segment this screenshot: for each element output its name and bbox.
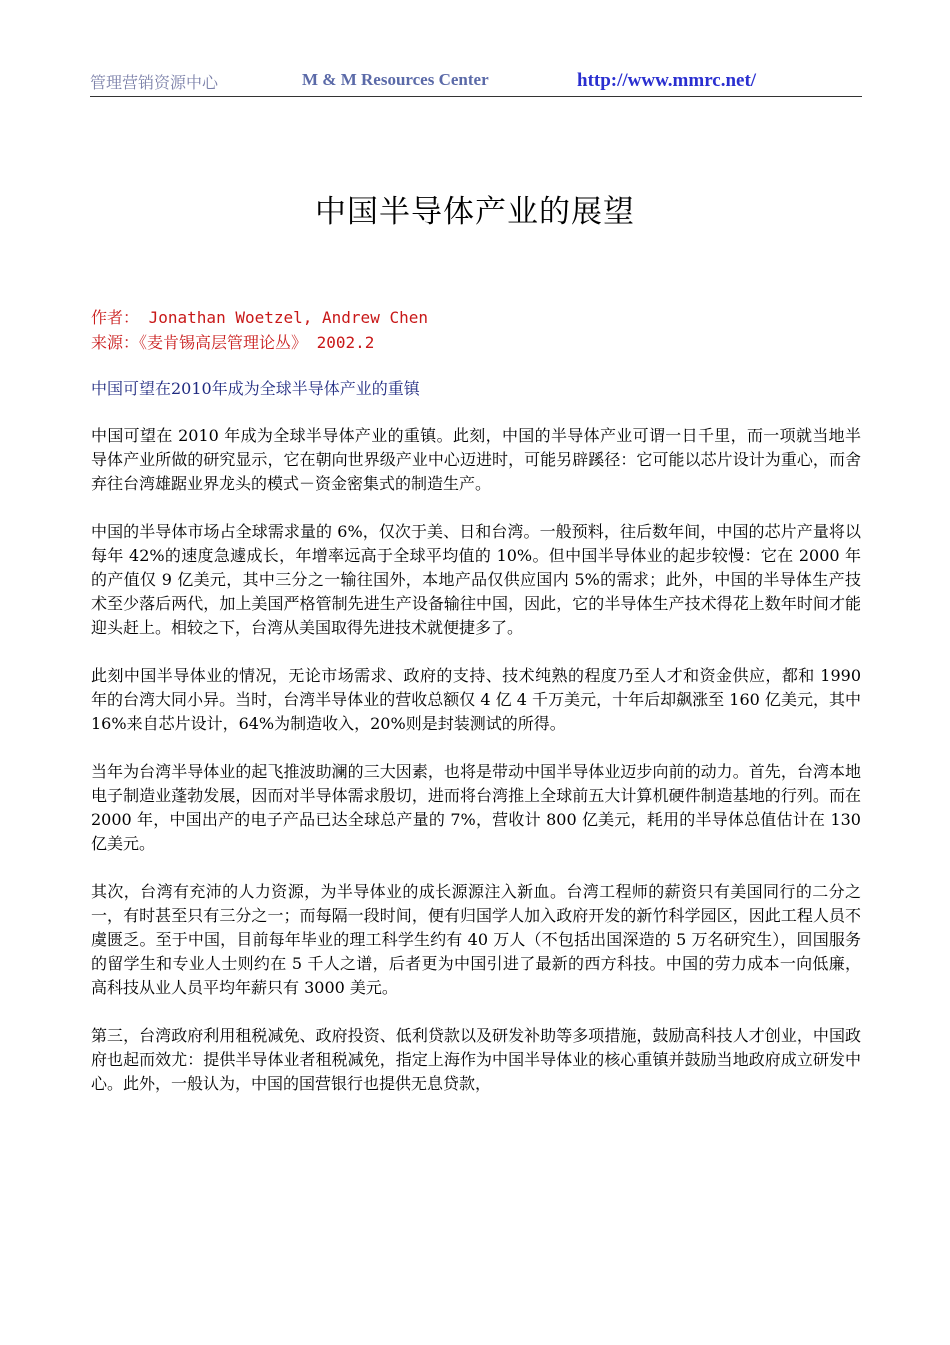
header-org-chinese: 管理营销资源中心 [90,73,219,92]
article-title: 中国半导体产业的展望 [315,194,635,230]
header-org-english: M & M Resources Center [302,70,489,89]
body-paragraph: 此刻中国半导体业的情况，无论市场需求、政府的支持、技术纯熟的程度乃至人才和资金供应，都和 1990 年的台湾大同小异。当时，台湾半导体业的营收总额仅 4 亿 4 千万美元，十年后却飙涨至 160 亿美元，其中 16%来自芯片设计，64%为制造收入，20%则是封装测试的所得。 [91,666,861,733]
page-header [90,70,862,97]
article-body [91,424,861,1120]
body-paragraph: 其次，台湾有充沛的人力资源，为半导体业的成长源源注入新血。台湾工程师的薪资只有美国同行的二分之一，有时甚至只有三分之一；而每隔一段时间，便有归国学人加入政府开发的新竹科学园区，因此工程人员不虞匮乏。至于中国，目前每年毕业的理工科学生约有 40 万人（不包括出国深造的 5 万名研究生），回国服务的留学生和专业人士则约在 5 千人之谱，后者更为中国引进了最新的西方科技。中国的劳力成本一向低廉，高科技从业人员平均年薪只有 3000 美元。 [91,882,861,997]
header-url-link[interactable]: http://www.mmrc.net/ [577,70,757,91]
source-line: 来源：《麦肯锡高层管理论丛》 2002.2 [91,333,375,352]
body-paragraph: 中国的半导体市场占全球需求量的 6%，仅次于美、日和台湾。一般预料，往后数年间，中国的芯片产量将以每年 42%的速度急遽成长，年增率远高于全球平均值的 10%。但中国半导体业的起步较慢：它在 2000 年的产值仅 9 亿美元，其中三分之一输往国外，本地产品仅供应国内 5%的需求；此外，中国的半导体生产技术至少落后两代，加上美国严格管制先进生产设备输往中国，因此，它的半导体生产技术得花上数年时间才能迎头赶上。相较之下，台湾从美国取得先进技术就便捷多了。 [91,522,861,637]
body-paragraph: 第三，台湾政府利用租税减免、政府投资、低利贷款以及研发补助等多项措施，鼓励高科技人才创业，中国政府也起而效尤：提供半导体业者租税减免，指定上海作为中国半导体业的核心重镇并鼓励当地政府成立研发中心。此外，一般认为，中国的国营银行也提供无息贷款， [91,1026,861,1093]
body-paragraph: 当年为台湾半导体业的起飞推波助澜的三大因素，也将是带动中国半导体业迈步向前的动力。首先，台湾本地电子制造业蓬勃发展，因而对半导体需求殷切，进而将台湾推上全球前五大计算机硬件制造基地的行列。而在 2000 年，中国出产的电子产品已达全球总产量的 7%，营收计 800 亿美元，耗用的半导体总值估计在 130 亿美元。 [91,762,861,853]
author-line: 作者： Jonathan Woetzel, Andrew Chen [91,308,428,327]
body-paragraph: 中国可望在 2010 年成为全球半导体产业的重镇。此刻，中国的半导体产业可谓一日千里，而一项就当地半导体产业所做的研究显示，它在朝向世界级产业中心迈进时，可能另辟蹊径：它可能以芯片设计为重心，而舍弃往台湾雄踞业界龙头的模式－资金密集式的制造生产。 [91,426,861,493]
article-subheading: 中国可望在2010年成为全球半导体产业的重镇 [91,379,420,398]
